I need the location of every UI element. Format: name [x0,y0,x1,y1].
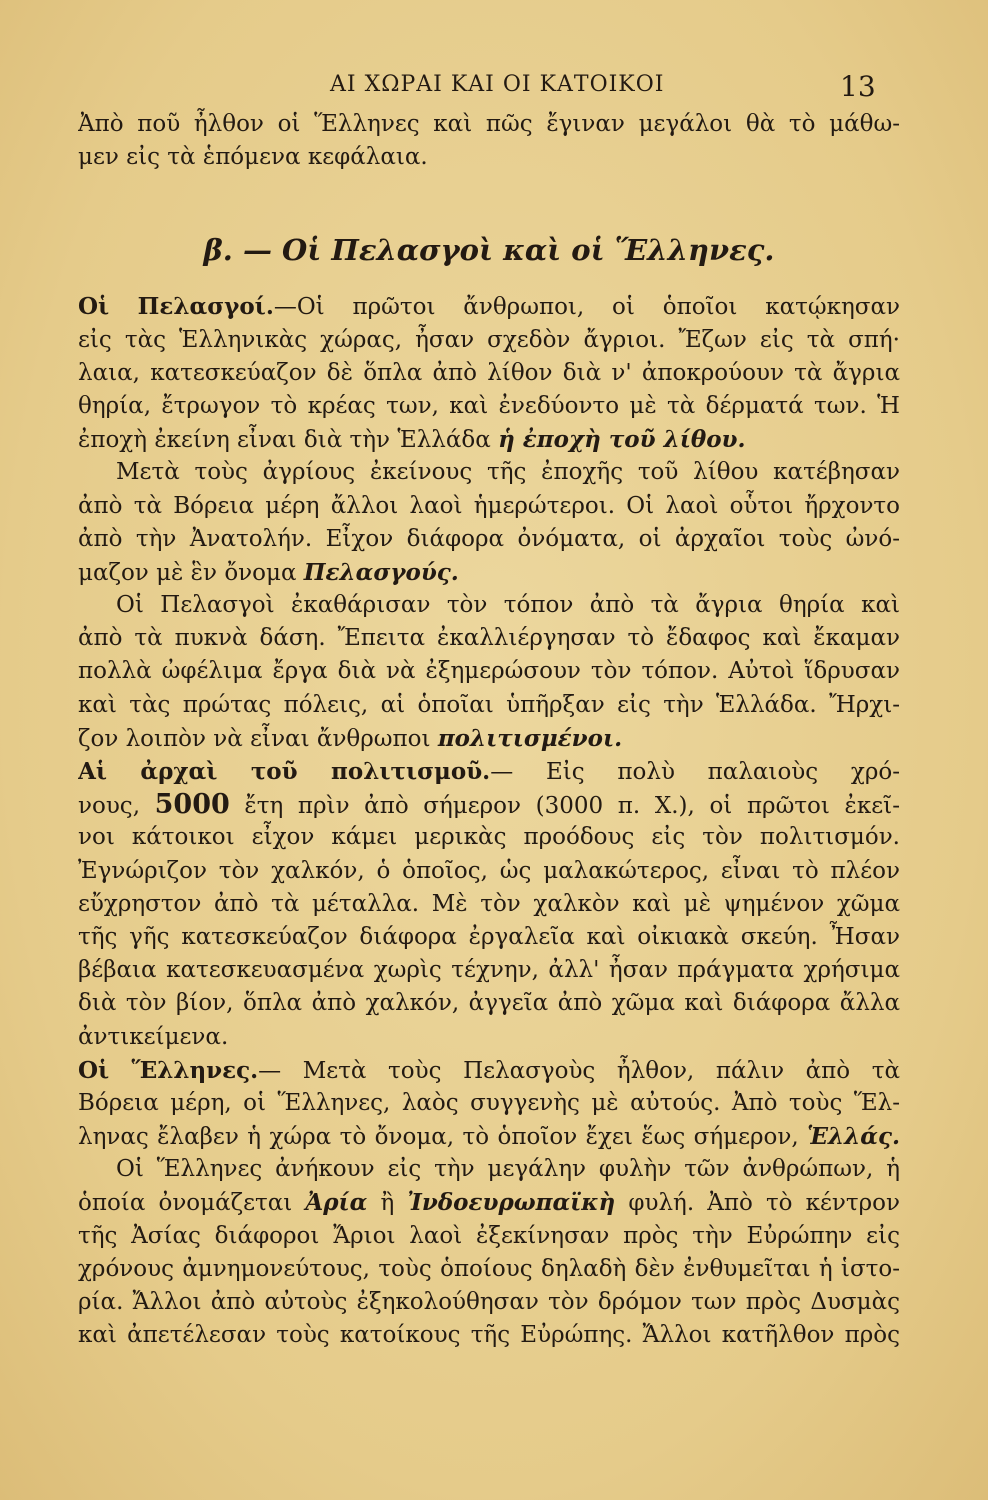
text-line [78,1120,900,1153]
text-line: εὔχρηστον ἀπὸ τὰ μέταλλα. Μὲ τὸν χαλκὸν καὶ μὲ ψημένον χῶμα [78,890,900,917]
running-head [0,70,988,104]
text-run: ἐποχὴ ἐκείνη εἶναι διὰ τὴν Ἑλλάδα [78,427,499,454]
text-line: ἀπὸ τὰ πυκνὰ δάση. Ἔπειτα ἐκαλλιέργησαν τὸ ἔδαφος καὶ ἔκαμαν [78,625,900,652]
text-line: τῆς γῆς κατεσκεύαζον διάφορα ἐργαλεῖα καὶ οἰκιακὰ σκεύη. Ἦσαν [78,923,900,950]
emphasis-text: Πελασγούς. [303,558,459,586]
text-line: διὰ τὸν βίον, ὅπλα ἀπὸ χαλκόν, ἀγγεῖα ἀπὸ χῶμα καὶ διάφορα ἄλλα [78,990,900,1017]
text-line: ἀντικείμενα. [78,1023,229,1050]
year-number: 5000 [154,789,230,821]
text-line: πολλὰ ὠφέλιμα ἔργα διὰ νὰ ἐξημερώσουν τὸν τόπον. Αὐτοὶ ἵδρυσαν [78,658,900,685]
emphasis-text: ἡ ἐποχὴ τοῦ λίθου. [498,426,746,454]
text-line [78,290,900,323]
emphasis-text: πολιτισμένοι. [437,724,623,752]
text-line: Ἐγνώριζον τὸν χαλκόν, ὁ ὁποῖος, ὡς μαλακώτερος, εἶναι τὸ πλέον [78,857,900,884]
text-line: εἰς τὰς Ἑλληνικὰς χώρας, ἦσαν σχεδὸν ἄγριοι. Ἔζων εἰς τὰ σπή· [78,326,900,353]
text-run: ἢ [367,1190,408,1217]
text-line: καὶ τὰς πρώτας πόλεις, αἱ ὁποῖαι ὑπῆρξαν εἰς τὴν Ἑλλάδα. Ἤρχι- [78,691,900,718]
text-run: ζον λοιπὸν νὰ εἶναι ἄνθρωποι [78,725,438,752]
text-line [78,722,900,755]
text-line: λαια, κατεσκεύαζον δὲ ὅπλα ἀπὸ λίθον διὰ ν' ἀποκρούουν τὰ ἄγρια [78,359,900,386]
spacer [78,174,900,224]
text-run: — Μετὰ τοὺς Πελασγοὺς ἦλθον, πάλιν ἀπὸ τὰ [258,1057,900,1084]
text-run: —Οἱ πρῶτοι ἄνθρωποι, οἱ ὁποῖοι κατῴκησαν [273,294,900,321]
text-line: Ἀπὸ ποῦ ἦλθον οἱ Ἕλληνες καὶ πῶς ἔγιναν μεγάλοι θὰ τὸ μάθω- [78,111,900,137]
text-run: ἔτη πρὶν ἀπὸ σήμερον (3000 π. Χ.), οἱ πρῶτοι ἐκεῖ- [229,793,900,820]
emphasis-text: Ἀρία [305,1189,368,1217]
text-line: μεν εἰς τὰ ἑπόμενα κεφάλαια. [78,144,428,171]
paragraph-heading: Οἱ Ἕλληνες. [78,1056,259,1084]
section-subtitle: β. — Οἱ Πελασγοὶ καὶ οἱ Ἕλληνες. [203,233,775,268]
page-number: 13 [840,70,876,103]
text-run: μαζον μὲ ἓν ὄνομα [78,559,304,586]
text-line: Βόρεια μέρη, οἱ Ἕλληνες, λαὸς συγγενὴς μὲ αὐτούς. Ἀπὸ τοὺς Ἕλ- [78,1089,900,1116]
text-line: Μετὰ τοὺς ἀγρίους ἐκείνους τῆς ἐποχῆς τοῦ λίθου κατέβησαν [116,459,900,486]
text-line: χρόνους ἀμνημονεύτους, τοὺς ὁποίους δηλαδὴ δὲν ἐνθυμεῖται ἡ ἱστο- [78,1255,900,1282]
text-line: νοι κάτοικοι εἶχον κάμει μερικὰς προόδους εἰς τὸν πολιτισμόν. [78,824,900,851]
text-line: τῆς Ἀσίας διάφοροι Ἄριοι λαοὶ ἐξεκίνησαν πρὸς τὴν Εὐρώπην εἰς [78,1222,900,1249]
text-line: ἀπὸ τὰ Βόρεια μέρη ἄλλοι λαοὶ ἡμερώτεροι. Οἱ λαοὶ οὗτοι ἤρχοντο [78,492,900,519]
text-line: ρία. Ἄλλοι ἀπὸ αὐτοὺς ἐξηκολούθησαν τὸν δρόμον των πρὸς Δυσμὰς [78,1289,900,1315]
running-title: ΑΙ ΧΩΡΑΙ ΚΑΙ ΟΙ ΚΑΤΟΙΚΟΙ [330,72,665,97]
text-line: Οἱ Ἕλληνες ἀνήκουν εἰς τὴν μεγάλην φυλὴν τῶν ἀνθρώπων, ἡ [116,1156,900,1183]
text-line [78,556,900,589]
text-line: Οἱ Πελασγοὶ ἐκαθάρισαν τὸν τόπον ἀπὸ τὰ ἄγρια θηρία καὶ [116,592,900,619]
emphasis-text: Ἰνδοευρωπαϊκὴ [407,1189,616,1217]
text-line: καὶ ἀπετέλεσαν τοὺς κατοίκους τῆς Εὐρώπης. Ἄλλοι κατῆλθον πρὸς [78,1322,900,1349]
text-line [78,1186,900,1219]
paragraph-heading: Αἱ ἀρχαὶ τοῦ πολιτισμοῦ. [78,758,491,785]
text-line: ἀπὸ τὴν Ἀνατολήν. Εἶχον διάφορα ὀνόματα, οἱ ἀρχαῖοι τοὺς ὠνό- [78,525,900,552]
paragraph-heading: Οἱ Πελασγοί. [78,293,274,321]
text-line [78,423,900,456]
text-line [78,788,900,821]
text-line: θηρία, ἔτρωγον τὸ κρέας των, καὶ ἐνεδύοντο μὲ τὰ δέρματά των. Ἡ [78,392,900,419]
text-line [78,755,900,788]
text-run: ληνας ἔλαβεν ἡ χώρα τὸ ὄνομα, τὸ ὁποῖον ἔχει ἕως σήμερον, [78,1124,808,1151]
text-run: — Εἰς πολὺ παλαιοὺς χρό- [490,759,900,785]
text-run: φυλή. Ἀπὸ τὸ κέντρον [615,1190,900,1217]
text-line: βέβαια κατεσκευασμένα χωρὶς τέχνην, ἀλλ' ἦσαν πράγματα χρήσιμα [78,957,900,984]
emphasis-text: Ἑλλάς. [807,1123,900,1151]
text-run: νους, [78,793,155,820]
body-text [78,108,900,1352]
text-run: ὁποία ὀνομάζεται [78,1190,306,1217]
text-line [78,1054,900,1087]
spacer [78,276,900,290]
